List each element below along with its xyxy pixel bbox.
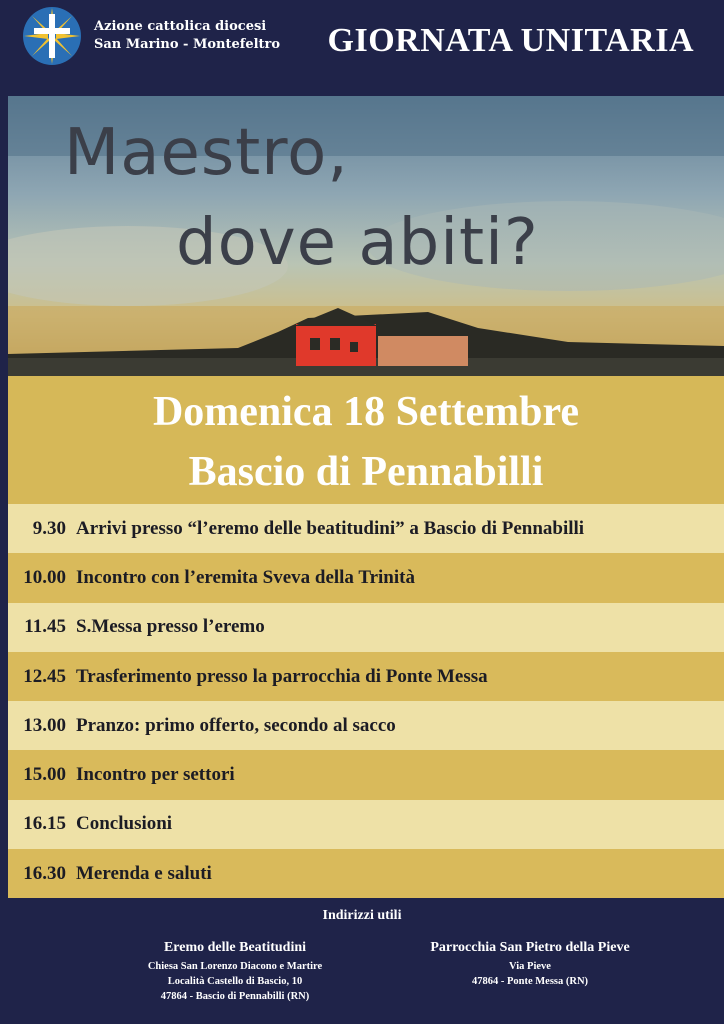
header-bar	[0, 0, 724, 96]
schedule-time: 10.00	[23, 566, 66, 588]
schedule-description: Merenda e saluti	[76, 862, 212, 884]
schedule-description: Conclusioni	[76, 813, 173, 835]
schedule-row	[8, 701, 724, 750]
address-eremo	[100, 940, 370, 1004]
event-date: Domenica 18 Settembre	[152, 389, 580, 435]
schedule-description: Incontro per settori	[76, 764, 235, 786]
schedule-description: Arrivi presso “l’eremo delle beatitudini” a Bascio di Pennabilli	[76, 517, 585, 539]
schedule-time: 12.45	[23, 665, 66, 687]
schedule-row	[8, 800, 724, 849]
schedule-row	[8, 504, 724, 553]
schedule-description: Incontro con l’eremita Sveva della Trinità	[76, 566, 415, 588]
schedule-description: Pranzo: primo offerto, secondo al sacco	[76, 714, 396, 736]
address-line: Chiesa San Lorenzo Diacono e Martire	[147, 961, 323, 972]
address-line: 47864 - Ponte Messa (RN)	[471, 976, 589, 987]
address-line: 47864 - Bascio di Pennabilli (RN)	[160, 991, 310, 1002]
org-line-1: Azione cattolica diocesi	[94, 19, 267, 34]
event-headline: GIORNATA UNITARIA	[327, 22, 694, 59]
org-line-2: San Marino - Montefeltro	[94, 37, 281, 52]
schedule-description: Trasferimento presso la parrocchia di Ponte Messa	[76, 665, 488, 687]
schedule-description: S.Messa presso l’eremo	[76, 616, 265, 638]
schedule-time: 16.30	[23, 862, 66, 884]
organization-name	[94, 18, 280, 54]
schedule-row	[8, 603, 724, 652]
schedule-time: 15.00	[23, 764, 66, 786]
schedule-row	[8, 553, 724, 602]
ac-logo-icon	[22, 6, 82, 66]
painting-title-line-1: Maestro,	[64, 116, 349, 190]
schedule-list	[8, 504, 724, 898]
schedule-time: 9.30	[32, 517, 66, 539]
schedule-time: 11.45	[24, 616, 66, 638]
date-banner	[8, 376, 724, 504]
event-place: Bascio di Pennabilli	[188, 449, 544, 495]
schedule-row	[8, 849, 724, 898]
schedule-time: 16.15	[23, 813, 66, 835]
schedule-row	[8, 652, 724, 701]
footer-title: Indirizzi utili	[322, 908, 402, 923]
address-name: Parrocchia San Pietro della Pieve	[430, 940, 630, 955]
schedule-time: 13.00	[23, 714, 66, 736]
address-name: Eremo delle Beatitudini	[163, 940, 307, 955]
painting-title-line-2: dove abiti?	[176, 206, 539, 280]
schedule-row	[8, 750, 724, 799]
footer-addresses	[0, 898, 724, 1024]
address-parrocchia	[400, 940, 660, 989]
address-line: Località Castello di Bascio, 10	[167, 976, 303, 987]
address-line: Via Pieve	[509, 961, 551, 972]
